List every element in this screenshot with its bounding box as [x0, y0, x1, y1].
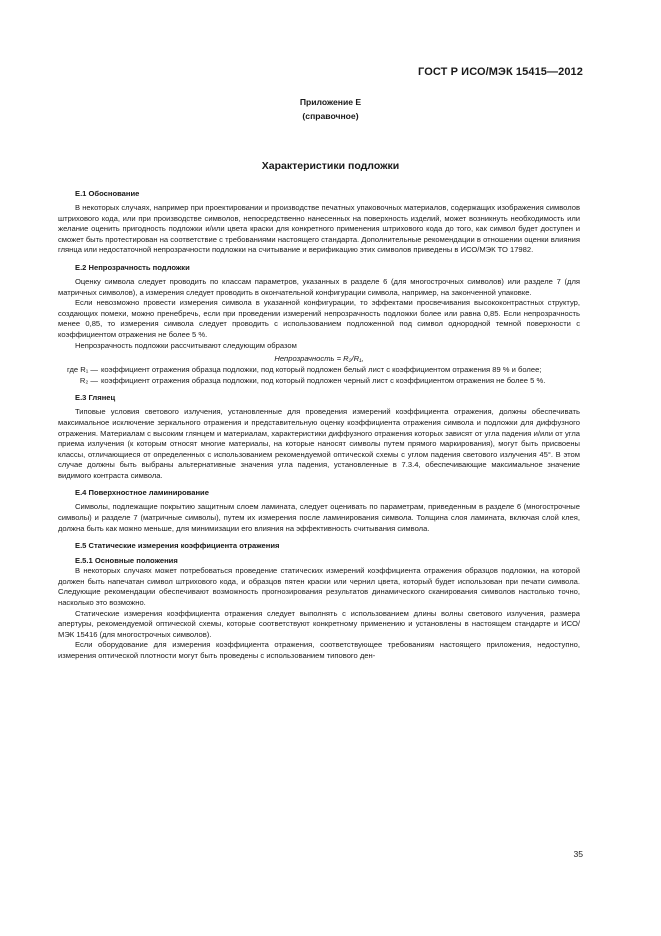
legend-text: коэффициент отражения образца подложки, под который подложен белый лист с коэффициентом отражения 89 % и более;	[101, 365, 542, 375]
formula-legend-r2	[58, 376, 580, 387]
formula-legend-r1	[58, 365, 580, 376]
paragraph: Если оборудование для измерения коэффициента отражения, соответствующее требованиям настоящего приложения, недоступно, измерения оптической плотности могут быть проведены с использованием типового ден-	[58, 640, 580, 660]
section-heading-e1: Е.1 Обоснование	[75, 189, 140, 198]
legend-text: коэффициент отражения образца подложки, под который подложен черный лист с коэффициентом отражения не более 5 %.	[101, 375, 546, 385]
document-body	[58, 188, 580, 662]
appendix-title: Приложение Е	[299, 97, 362, 107]
paragraph: Типовые условия светового излучения, установленные для проведения измерений коэффициента отражения, должны обеспечивать максимальное исключение зеркального отражения и представительную оценку коэффициента отражения символа и подложки для диффузного отражения. Материалам с высоким глянцем и материалам, характеристики диффузного отражения которых зависят от угла падения и/или от угла приема излучения (к которым относят многие материалы, на которые наносят символы путем прямого маркирования), могут быть присвоены классы, отличающиеся от определенных с использованием рекомендуемой оптической схемы с углом падения светового излучения 45°. В этом случае должны быть выбраны альтернативные значения угла падения, установленные в 7.3.4, обеспечивающие максимальное значение видимого контраста символа.	[58, 407, 580, 480]
opacity-formula: Непрозрачность = R₂/R₁,	[274, 354, 364, 364]
legend-label: где R₁ —	[67, 365, 98, 375]
appendix-label	[0, 95, 661, 123]
section-heading-e3: Е.3 Глянец	[75, 393, 116, 403]
legend-label: R₂ —	[79, 375, 98, 385]
paragraph: В некоторых случаях, например при проектировании и производстве печатных упаковочных материалов, содержащих изображения символов штрихового кода, или при производстве символов, непосредственно нанесенных на поверхность изделий, может возникнуть необходимость или желание оценить пригодность подложки и/или цвета краски для конкретного применения штрихового кода до того, как символ будет доступен и сможет быть протестирован на соответствие с требованиями настоящего стандарта. Дополнительные рекомендации в отношении оценки влияния глянца или недостаточной непрозрачности подложки на считывание и верификацию этих символов приведены в ИСО/МЭК ТО 17982.	[58, 203, 580, 255]
paragraph: Символы, подлежащие покрытию защитным слоем ламината, следует оценивать по параметрам, приведенным в разделе 6 (многострочные символы) и разделе 7 (матричные символы), путем их измерения после ламинирования символа. Толщина слоя ламината, включая слой клея, должна быть как можно меньше, для минимизации его влияния на эффективность считывания символа.	[58, 502, 580, 533]
subsection-heading-e5-1: Е.5.1 Основные положения	[75, 556, 178, 566]
page-title: Характеристики подложки	[261, 160, 400, 172]
appendix-type: (справочное)	[302, 111, 359, 121]
paragraph: Статические измерения коэффициента отражения следует выполнять с использованием длины волны светового излучения, размера апертуры, рекомендуемой оптической схемы, которые соответствуют конкретному применению и установлены в настоящем стандарте и ИСО/МЭК 15416 (для многострочных символов).	[58, 608, 580, 639]
section-heading-e2: Е.2 Непрозрачность подложки	[75, 262, 190, 272]
paragraph: Если невозможно провести измерения символа в указанной конфигурации, то эффектами просвечивания высококонтрастных структур, создающих помехи, можно пренебречь, если при проведении измерений непрозрачность подложки более или равна 0,85. Если непрозрачность менее 0,85, то измерения символа следует проводить с использованием подложенной под символ однородной темной поверхности с коэффициентом отражения не более 5 %.	[58, 298, 580, 339]
paragraph: Непрозрачность подложки рассчитывают следующим образом	[75, 340, 297, 350]
section-heading-e5: Е.5 Статические измерения коэффициента отражения	[75, 541, 280, 551]
standard-header: ГОСТ Р ИСО/МЭК 15415—2012	[418, 66, 583, 78]
paragraph: Оценку символа следует проводить по классам параметров, указанных в разделе 6 (для многострочных символов) или разделе 7 (для матричных символов), а измерения следует проводить в окончательной конфигурации символа, например, на законченной упаковке.	[58, 276, 580, 297]
paragraph: В некоторых случаях может потребоваться проведение статических измерений коэффициента отражения образцов подложки, на которой должен быть напечатан символ штрихового кода, и образцов пятен краски или чернил цвета, который будет использован при печати символа. Следующие рекомендации обеспечивают возможность прогнозирования результатов динамического сканирования символов настолько точно, насколько это возможно.	[58, 566, 580, 608]
page-number: 35	[573, 849, 583, 859]
section-heading-e4: Е.4 Поверхностное ламинирование	[75, 488, 209, 498]
